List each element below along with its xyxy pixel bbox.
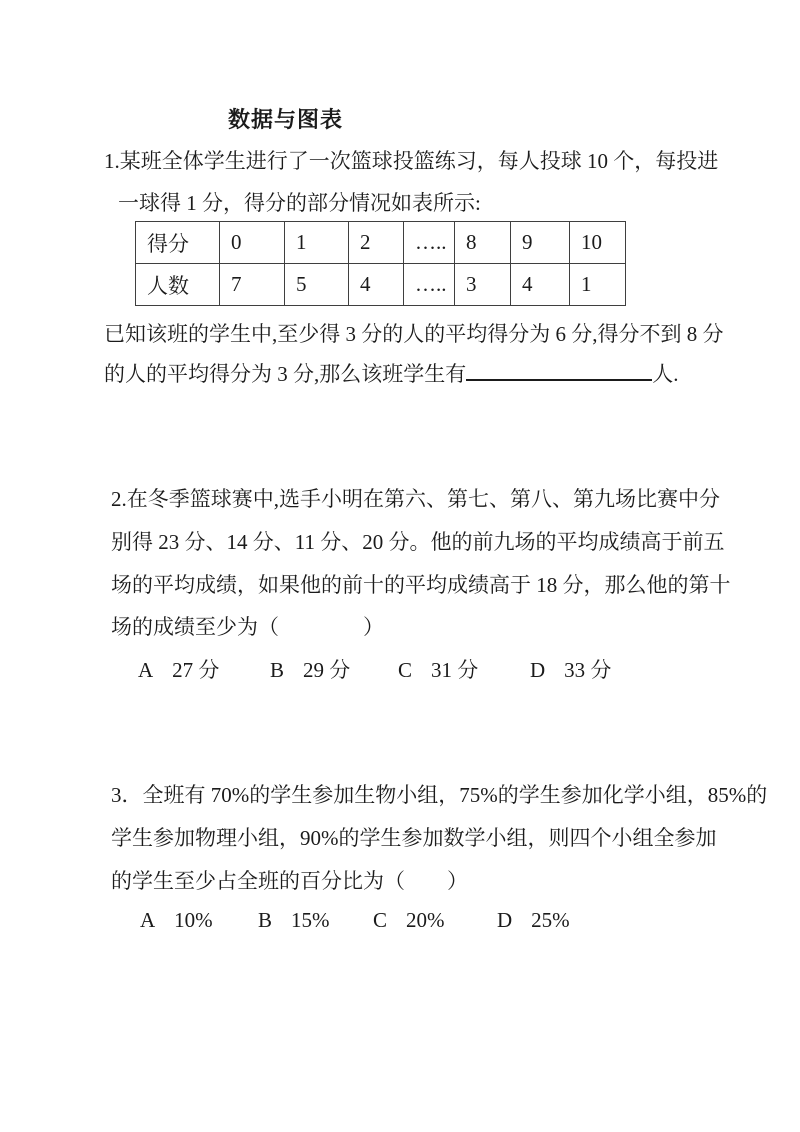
table-cell: ….. xyxy=(404,264,455,306)
q3-option-c-value: 20% xyxy=(406,908,445,932)
table-cell: 3 xyxy=(455,264,511,306)
q2-option-d-value: 33 分 xyxy=(564,658,612,682)
q2-option-a-letter: A xyxy=(138,658,154,682)
table-cell: 0 xyxy=(220,222,285,264)
q3-option-d-letter: D xyxy=(497,908,513,932)
table-cell: 人数 xyxy=(136,264,220,306)
q3-text-line-2: 学生参加物理小组，90%的学生参加数学小组，则四个小组全参加 xyxy=(111,826,717,850)
table-cell: 7 xyxy=(220,264,285,306)
q3-option-a-value: 10% xyxy=(174,908,213,932)
q3-text-line-1: 3．全班有 70%的学生参加生物小组，75%的学生参加化学小组，85%的 xyxy=(111,783,768,807)
table-cell: 8 xyxy=(455,222,511,264)
table-cell: 5 xyxy=(285,264,349,306)
q3-option-b xyxy=(258,906,330,934)
q3-option-d-value: 25% xyxy=(531,908,570,932)
table-cell: 2 xyxy=(349,222,404,264)
q1-text-line-1: 1.某班全体学生进行了一次篮球投篮练习，每人投球 10 个，每投进 xyxy=(104,149,719,173)
q3-option-c-letter: C xyxy=(373,908,388,932)
q2-option-b-letter: B xyxy=(270,658,285,682)
q2-option-d-letter: D xyxy=(530,658,546,682)
q2-option-b xyxy=(270,656,350,684)
q3-text-line-3: 的学生至少占全班的百分比为（ ） xyxy=(111,869,468,893)
q3-option-a xyxy=(140,906,213,934)
q2-option-b-value: 29 分 xyxy=(303,658,351,682)
q1-score-table xyxy=(135,221,626,306)
table-cell: 得分 xyxy=(136,222,220,264)
q1-line-4-prefix: 的人的平均得分为 3 分,那么该班学生有 xyxy=(104,362,467,386)
q3-option-c xyxy=(373,906,445,934)
q1-answer-blank xyxy=(466,379,652,381)
table-cell: 4 xyxy=(349,264,404,306)
table-cell: 4 xyxy=(511,264,570,306)
table-cell: 1 xyxy=(285,222,349,264)
table-cell: ….. xyxy=(404,222,455,264)
q1-text-line-4 xyxy=(104,360,679,388)
q2-text-line-2: 别得 23 分、14 分、11 分、20 分。他的前九场的平均成绩高于前五 xyxy=(111,530,725,554)
table-cell: 10 xyxy=(570,222,626,264)
q2-option-a-value: 27 分 xyxy=(172,658,220,682)
q1-text-line-2: 一球得 1 分，得分的部分情况如表所示: xyxy=(118,191,481,215)
q2-option-a xyxy=(138,656,219,684)
q3-option-a-letter: A xyxy=(140,908,156,932)
q3-option-d xyxy=(497,906,570,934)
q1-text-line-3: 已知该班的学生中,至少得 3 分的人的平均得分为 6 分,得分不到 8 分 xyxy=(104,322,724,346)
score-table-header-row xyxy=(136,222,626,264)
q3-option-b-letter: B xyxy=(258,908,273,932)
q2-text-line-4: 场的成绩至少为（ ） xyxy=(111,615,384,639)
q2-option-d xyxy=(530,656,611,684)
q2-text-line-3: 场的平均成绩，如果他的前十的平均成绩高于 18 分，那么他的第十 xyxy=(111,573,731,597)
q2-option-c-value: 31 分 xyxy=(431,658,479,682)
table-cell: 9 xyxy=(511,222,570,264)
document-title: 数据与图表 xyxy=(228,107,344,132)
q2-text-line-1: 2.在冬季篮球赛中,选手小明在第六、第七、第八、第九场比赛中分 xyxy=(111,487,720,511)
q2-option-c-letter: C xyxy=(398,658,413,682)
score-table-count-row xyxy=(136,264,626,306)
table-cell: 1 xyxy=(570,264,626,306)
q3-option-b-value: 15% xyxy=(291,908,330,932)
q2-option-c xyxy=(398,656,478,684)
q1-line-4-suffix: 人. xyxy=(652,362,679,386)
